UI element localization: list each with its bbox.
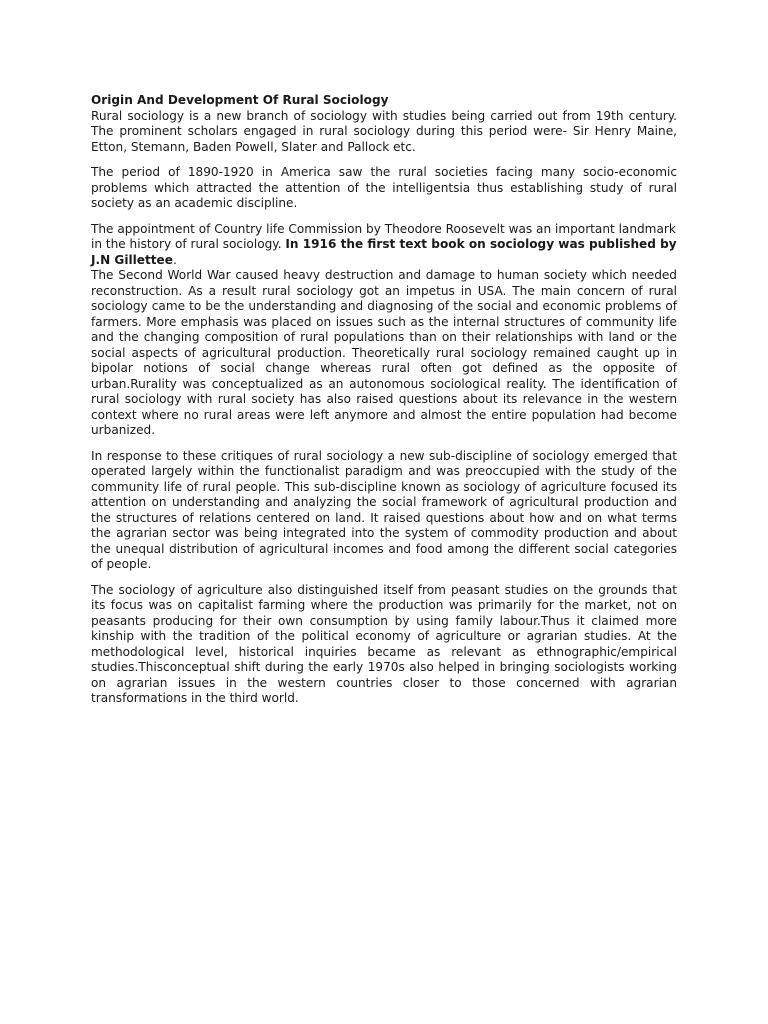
textbook-highlight: In 1916 the first text book on sociology was published by J.N Gillettee [91,237,677,267]
paragraph-critiques: In response to these critiques of rural sociology a new sub-discipline of sociology emerged that operated largely within the functionalist paradigm and was preoccupied with the study of the community life of rural people. This sub-discipline known as sociology of agriculture focused its attention on understanding and analyzing the social framework of agricultural production and the structures of relations centered on land. It raised questions about how and on what terms the agrarian sector was being integrated into the system of commodity production and about the unequal distribution of agricultural incomes and food among the different social categories of people. [91,448,677,571]
paragraph-period: The period of 1890-1920 in America saw the rural societies facing many socio-economic problems which attracted the attention of the intelligentsia thus establishing study of rural society as an academic discipline. [91,165,677,210]
commission-period: . [172,252,177,267]
paragraph-commission [91,222,677,269]
paragraph-world-war: The Second World War caused heavy destruction and damage to human society which needed reconstruction. As a result rural sociology got an impetus in USA. The main concern of rural sociology came to be the understanding and diagnosing of the social and economic problems of farmers. More emphasis was placed on issues such as the internal structures of community life and the changing composition of rural populations than on their relationships with land or the social aspects of agricultural production. Theoretically rural sociology remained caught up in bipolar notions of social change whereas rural often got defined as the opposite of urban.Rurality was conceptualized as an autonomous sociological reality. The identification of rural sociology with rural society has also raised questions about its relevance in the western context where no rural areas were left anymore and almost the entire population had become urbanized. [91,268,677,437]
document-body [91,93,677,717]
paragraph-scholars: Rural sociology is a new branch of sociology with studies being carried out from 19th century. The prominent scholars engaged in rural sociology during this period were- Sir Henry Maine, Etton, Stemann, Baden Powell, Slater and Pallock etc. [91,108,677,154]
commission-text: The appointment of Country life Commission by Theodore Roosevelt was an important landmark in the history of rural sociology. [91,221,676,251]
document-title: Origin And Development Of Rural Sociology [91,93,389,107]
paragraph-agriculture: The sociology of agriculture also distinguished itself from peasant studies on the grounds that its focus was on capitalist farming where the production was primarily for the market, not on peasants producing for their own consumption by using family labour.Thus it claimed more kinship with the tradition of the political economy of agriculture or agrarian studies. At the methodological level, historical inquiries became as relevant as ethnographic/empirical studies.Thisconceptual shift during the early 1970s also helped in bringing sociologists working on agrarian issues in the western countries closer to those concerned with agrarian transformations in the third world. [91,582,677,705]
